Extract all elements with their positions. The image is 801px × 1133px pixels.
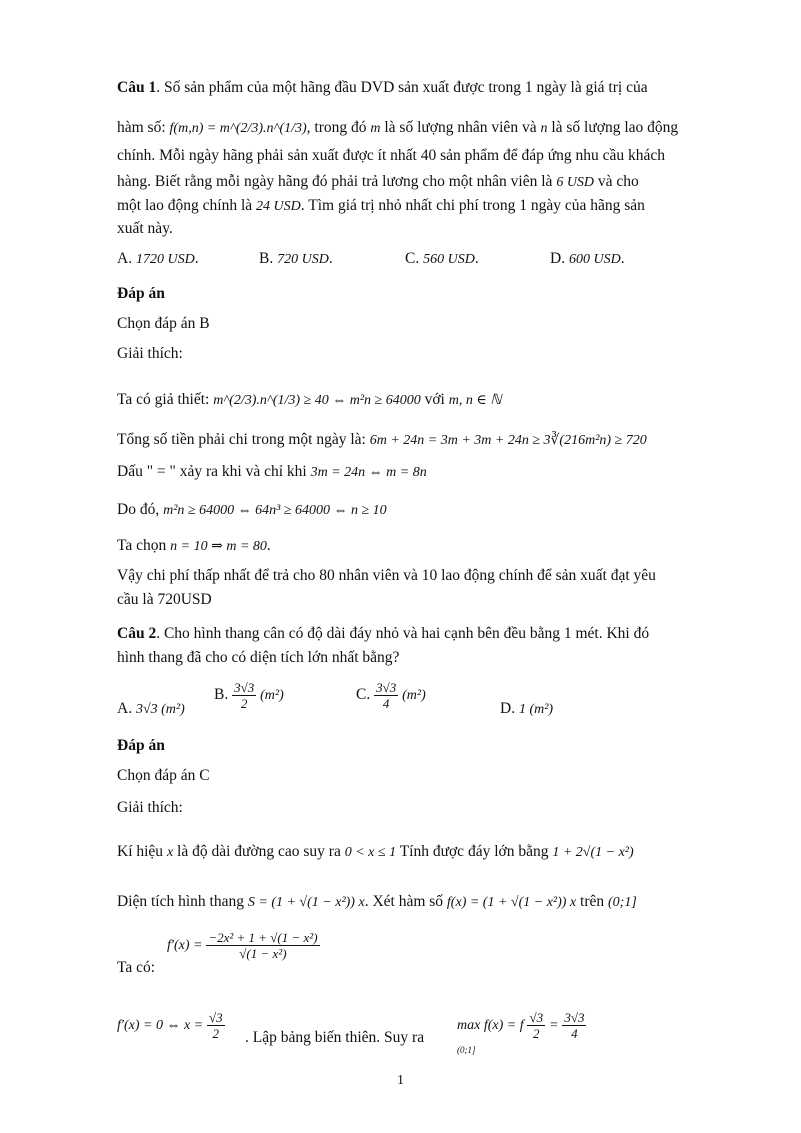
- text: , trong đó: [306, 119, 367, 136]
- value: 6 USD: [556, 175, 595, 190]
- value: 1720 USD: [135, 252, 195, 267]
- label: B.: [259, 250, 274, 267]
- text: Ta có:: [117, 959, 156, 976]
- value: 1: [563, 625, 572, 642]
- label: B.: [214, 686, 229, 704]
- text: Kí hiệu: [117, 843, 164, 860]
- formula: 3m = 24n ⇔ m = 8n: [310, 465, 427, 480]
- text: Do đó,: [117, 501, 160, 518]
- q1-line-6: xuất này.: [117, 220, 173, 237]
- q2-answer-heading: Đáp án: [117, 737, 165, 754]
- formula: S = (1 + √(1 − x²)) x: [247, 895, 365, 910]
- q2-choice-c: [356, 680, 426, 711]
- formula: m²n ≥ 64000 ⇔ 64n³ ≥ 64000 ⇔ n ≥ 10: [163, 503, 387, 518]
- fraction: [207, 1010, 225, 1041]
- page-number: 1: [397, 1073, 404, 1088]
- label: C.: [405, 250, 420, 267]
- formula: 0 < x ≤ 1: [344, 845, 397, 860]
- numerator: −2x² + 1 + √(1 − x²): [208, 930, 318, 945]
- formula: 1 + 2√(1 − x²): [552, 845, 634, 860]
- end: .: [328, 250, 333, 267]
- value: 720: [157, 591, 181, 608]
- value: 24 USD: [256, 199, 301, 214]
- formula: m^(2/3).n^(1/3) ≥ 40 ⇔ m²n ≥ 64000: [213, 393, 421, 408]
- numerator: 3√3: [376, 680, 397, 695]
- q1-line-4: [117, 172, 639, 193]
- text: Diện tích hình thang: [117, 893, 244, 910]
- denominator: 2: [533, 1026, 540, 1041]
- q2-line-2: hình thang đã cho có diện tích lớn nhất bằng?: [117, 649, 400, 666]
- q1-choice-a: [117, 250, 199, 268]
- text: là độ dài đường cao suy ra: [177, 843, 341, 860]
- fraction: [206, 930, 319, 961]
- denominator: 2: [212, 1026, 220, 1041]
- numerator: 3√3: [564, 1010, 585, 1025]
- max-formula: [457, 1010, 586, 1055]
- formula-f: f(m,n) = m^(2/3).n^(1/3): [169, 121, 307, 136]
- lhs: f′(x) =: [167, 938, 203, 954]
- label: D.: [500, 700, 516, 717]
- q2-choice-b: [214, 680, 284, 711]
- label: A.: [117, 250, 133, 267]
- q2-answer: Chọn đáp án C: [117, 767, 210, 784]
- text: . Xét hàm số: [364, 893, 444, 910]
- q1-solution-6: Vậy chi phí thấp nhất để trả cho 80 nhân viên và 10 lao động chính để sản xuất đạt yêu: [117, 567, 656, 584]
- q2-solution-2: [117, 892, 637, 913]
- q1-solution-3: [117, 462, 427, 483]
- value: 1 (m²): [518, 702, 554, 717]
- formula: 6m + 24n = 3m + 3m + 24n ≥ 3∛(216m²n) ≥ 720: [369, 433, 647, 448]
- q1-solution-1: [117, 390, 501, 411]
- text: . Tìm giá trị nhỏ nhất chi phí trong 1 ngày của hãng sản: [300, 197, 645, 214]
- text: Ta chọn: [117, 537, 167, 554]
- q1-answer: Chọn đáp án B: [117, 315, 210, 332]
- end: .: [620, 250, 625, 267]
- derivative-formula: [167, 930, 320, 961]
- text: với: [424, 391, 445, 408]
- text: Ta có giả thiết:: [117, 391, 210, 408]
- q1-choice-d: [550, 250, 625, 268]
- fraction: [562, 1010, 586, 1041]
- fraction: [374, 680, 398, 711]
- q2-solution-1: [117, 842, 634, 863]
- text: và cho: [597, 173, 639, 190]
- formula: n = 10 ⇒ m = 80: [170, 539, 267, 554]
- text: một lao động chính là: [117, 197, 253, 214]
- var-x: x: [166, 845, 174, 860]
- q2-choice-a: [117, 700, 185, 718]
- q2-line-1: [117, 624, 649, 644]
- text: hàm số:: [117, 119, 166, 136]
- max-subscript: (0;1]: [457, 1045, 476, 1055]
- numerator: √3: [529, 1010, 544, 1025]
- text: . Cho hình thang cân có độ dài đáy nhỏ và hai cạnh bên đều bằng: [156, 625, 560, 642]
- value: 3√3 (m²): [135, 702, 185, 717]
- q1-solution-5: [117, 536, 271, 557]
- denominator: √(1 − x²): [239, 946, 287, 961]
- end: .: [474, 250, 479, 267]
- unit: USD: [180, 591, 212, 608]
- label: C.: [356, 686, 371, 704]
- text: mét. Khi đó: [575, 625, 650, 642]
- value: 40: [420, 147, 437, 164]
- unit: (m²): [402, 688, 426, 704]
- equals: =: [548, 1018, 559, 1034]
- period: .: [266, 537, 271, 554]
- text: . Lập bảng biến thiên. Suy ra: [245, 1029, 425, 1046]
- formula: m, n ∈ ℕ: [448, 393, 502, 408]
- var-n: n: [540, 121, 548, 136]
- end: .: [194, 250, 199, 267]
- q1-answer-heading: Đáp án: [117, 285, 165, 302]
- text: hàng. Biết rằng mỗi ngày hãng đó phải trả lương cho một nhân viên là: [117, 173, 553, 190]
- denominator: 4: [382, 696, 390, 711]
- text: cầu là: [117, 591, 154, 608]
- label: A.: [117, 700, 133, 717]
- q1-line-2: [117, 118, 678, 139]
- q1-explain: Giải thích:: [117, 345, 183, 362]
- value: 720 USD: [277, 252, 329, 267]
- q2-choice-d: [500, 700, 553, 718]
- q1-solution-2: [117, 430, 647, 451]
- fraction: [527, 1010, 545, 1041]
- value: 560 USD: [423, 252, 475, 267]
- text: chính. Mỗi ngày hãng phải sản xuất được ít nhất: [117, 147, 417, 164]
- fraction: [232, 680, 256, 711]
- numerator: √3: [208, 1010, 223, 1025]
- numerator: 3√3: [234, 680, 255, 695]
- q1-solution-7: [117, 590, 212, 610]
- value: 600 USD: [568, 252, 621, 267]
- q2-title: Câu 2: [117, 625, 157, 642]
- label: D.: [550, 250, 566, 267]
- text: Dấu " = " xảy ra khi và chỉ khi: [117, 463, 307, 480]
- q1-title: Câu 1: [117, 79, 157, 96]
- q1-line-5: [117, 196, 645, 217]
- critical-point: [117, 1010, 225, 1041]
- interval: (0;1]: [608, 895, 637, 910]
- unit: (m²): [260, 688, 284, 704]
- max-label: max f(x) = f: [457, 1018, 524, 1034]
- text: là số lượng nhân viên và: [384, 119, 537, 136]
- q1-line-1: [117, 78, 648, 98]
- q1-choice-c: [405, 250, 479, 268]
- q1-choice-b: [259, 250, 333, 268]
- q1-text: . Số sản phẩm của một hãng đầu DVD sản xuất được trong 1 ngày là giá trị của: [156, 79, 648, 96]
- q1-line-3: [117, 146, 665, 166]
- lhs: f′(x) = 0 ⇔ x =: [117, 1018, 204, 1034]
- text: là số lượng lao động: [551, 119, 679, 136]
- denominator: 2: [240, 696, 248, 711]
- text: Tổng số tiền phải chi trong một ngày là:: [117, 431, 366, 448]
- text: trên: [580, 893, 605, 910]
- denominator: 4: [571, 1026, 578, 1041]
- text: sản phẩm để đáp ứng nhu cầu khách: [440, 147, 665, 164]
- text: Tính được đáy lớn bằng: [399, 843, 549, 860]
- q1-solution-4: [117, 500, 387, 521]
- formula: f(x) = (1 + √(1 − x²)) x: [446, 895, 577, 910]
- q2-explain: Giải thích:: [117, 799, 183, 816]
- var-m: m: [370, 121, 381, 136]
